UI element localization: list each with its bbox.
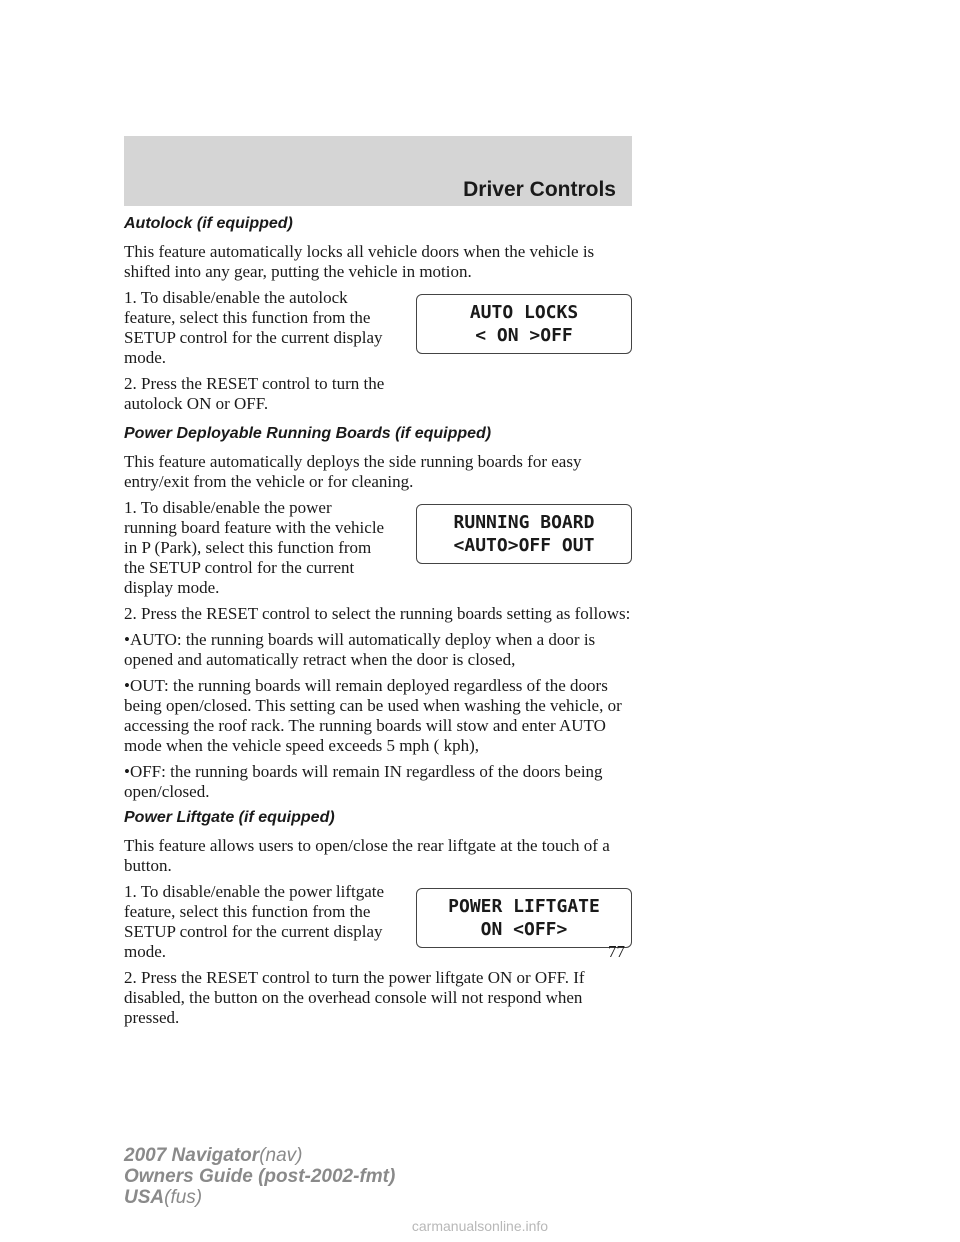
running-boards-intro: This feature automatically deploys the side running boards for easy entry/exit from the vehicle or for cleaning.: [124, 452, 582, 491]
footer-guide: Owners Guide (post-2002-fmt): [124, 1166, 396, 1187]
autolock-display-line2: < ON >OFF: [475, 325, 573, 346]
footer-region: USA: [124, 1187, 165, 1208]
footer-region-code: (fus): [164, 1187, 203, 1208]
watermark: carmanualsonline.info: [411, 1218, 549, 1234]
autolock-step1: 1. To disable/enable the autolock feature, select this function from the SETUP control for the current display mode.: [124, 288, 383, 367]
running-boards-bullet-out: •OUT: the running boards will remain deployed regardless of the doors being open/closed. This setting can be used when washing the vehicle, or accessing the roof rack. The running boards will stow and enter AUTO mode when the vehicle speed exceeds 5 mph ( kph),: [124, 676, 622, 755]
running-boards-heading: Power Deployable Running Boards (if equipped): [124, 425, 492, 442]
page-number: 77: [608, 942, 625, 961]
document-footer: [124, 1145, 395, 1208]
footer-model-code: (nav): [259, 1145, 303, 1166]
liftgate-heading: Power Liftgate (if equipped): [124, 809, 335, 826]
header-band: [124, 136, 632, 206]
running-boards-display: [416, 504, 632, 564]
footer-model: 2007 Navigator: [124, 1145, 260, 1166]
page-content: [124, 210, 632, 1034]
liftgate-step1: 1. To disable/enable the power liftgate feature, select this function from the SETUP control for the current display mode.: [124, 882, 385, 961]
liftgate-intro: This feature allows users to open/close the rear liftgate at the touch of a button.: [124, 836, 610, 875]
liftgate-step2: 2. Press the RESET control to turn the power liftgate ON or OFF. If disabled, the button on the overhead console will not respond when pressed.: [124, 968, 585, 1027]
running-boards-row: [124, 498, 632, 604]
liftgate-display-line1: POWER LIFTGATE: [448, 896, 600, 917]
autolock-display-line1: AUTO LOCKS: [469, 302, 579, 323]
liftgate-display-line2: ON <OFF>: [480, 919, 568, 940]
autolock-step2: 2. Press the RESET control to turn the autolock ON or OFF.: [124, 374, 385, 413]
running-boards-bullet-off: •OFF: the running boards will remain IN regardless of the doors being open/closed.: [124, 762, 603, 801]
section-title: Driver Controls: [463, 178, 616, 201]
autolock-intro: This feature automatically locks all vehicle doors when the vehicle is shifted into any gear, putting the vehicle in motion.: [124, 242, 595, 281]
autolock-row: [124, 288, 632, 420]
running-boards-display-line1: RUNNING BOARD: [453, 512, 595, 533]
liftgate-row: [124, 882, 632, 968]
liftgate-display: [416, 888, 632, 948]
running-boards-bullet-auto: •AUTO: the running boards will automatically deploy when a door is opened and automatically retract when the door is closed,: [124, 630, 596, 669]
running-boards-step1: 1. To disable/enable the power running board feature with the vehicle in P (Park), select this function from the SETUP control for the current display mode.: [124, 498, 385, 597]
running-boards-step2: 2. Press the RESET control to select the running boards setting as follows:: [124, 604, 631, 623]
running-boards-display-line2: <AUTO>OFF OUT: [453, 535, 595, 556]
autolock-heading: Autolock (if equipped): [124, 215, 293, 232]
autolock-display: [416, 294, 632, 354]
